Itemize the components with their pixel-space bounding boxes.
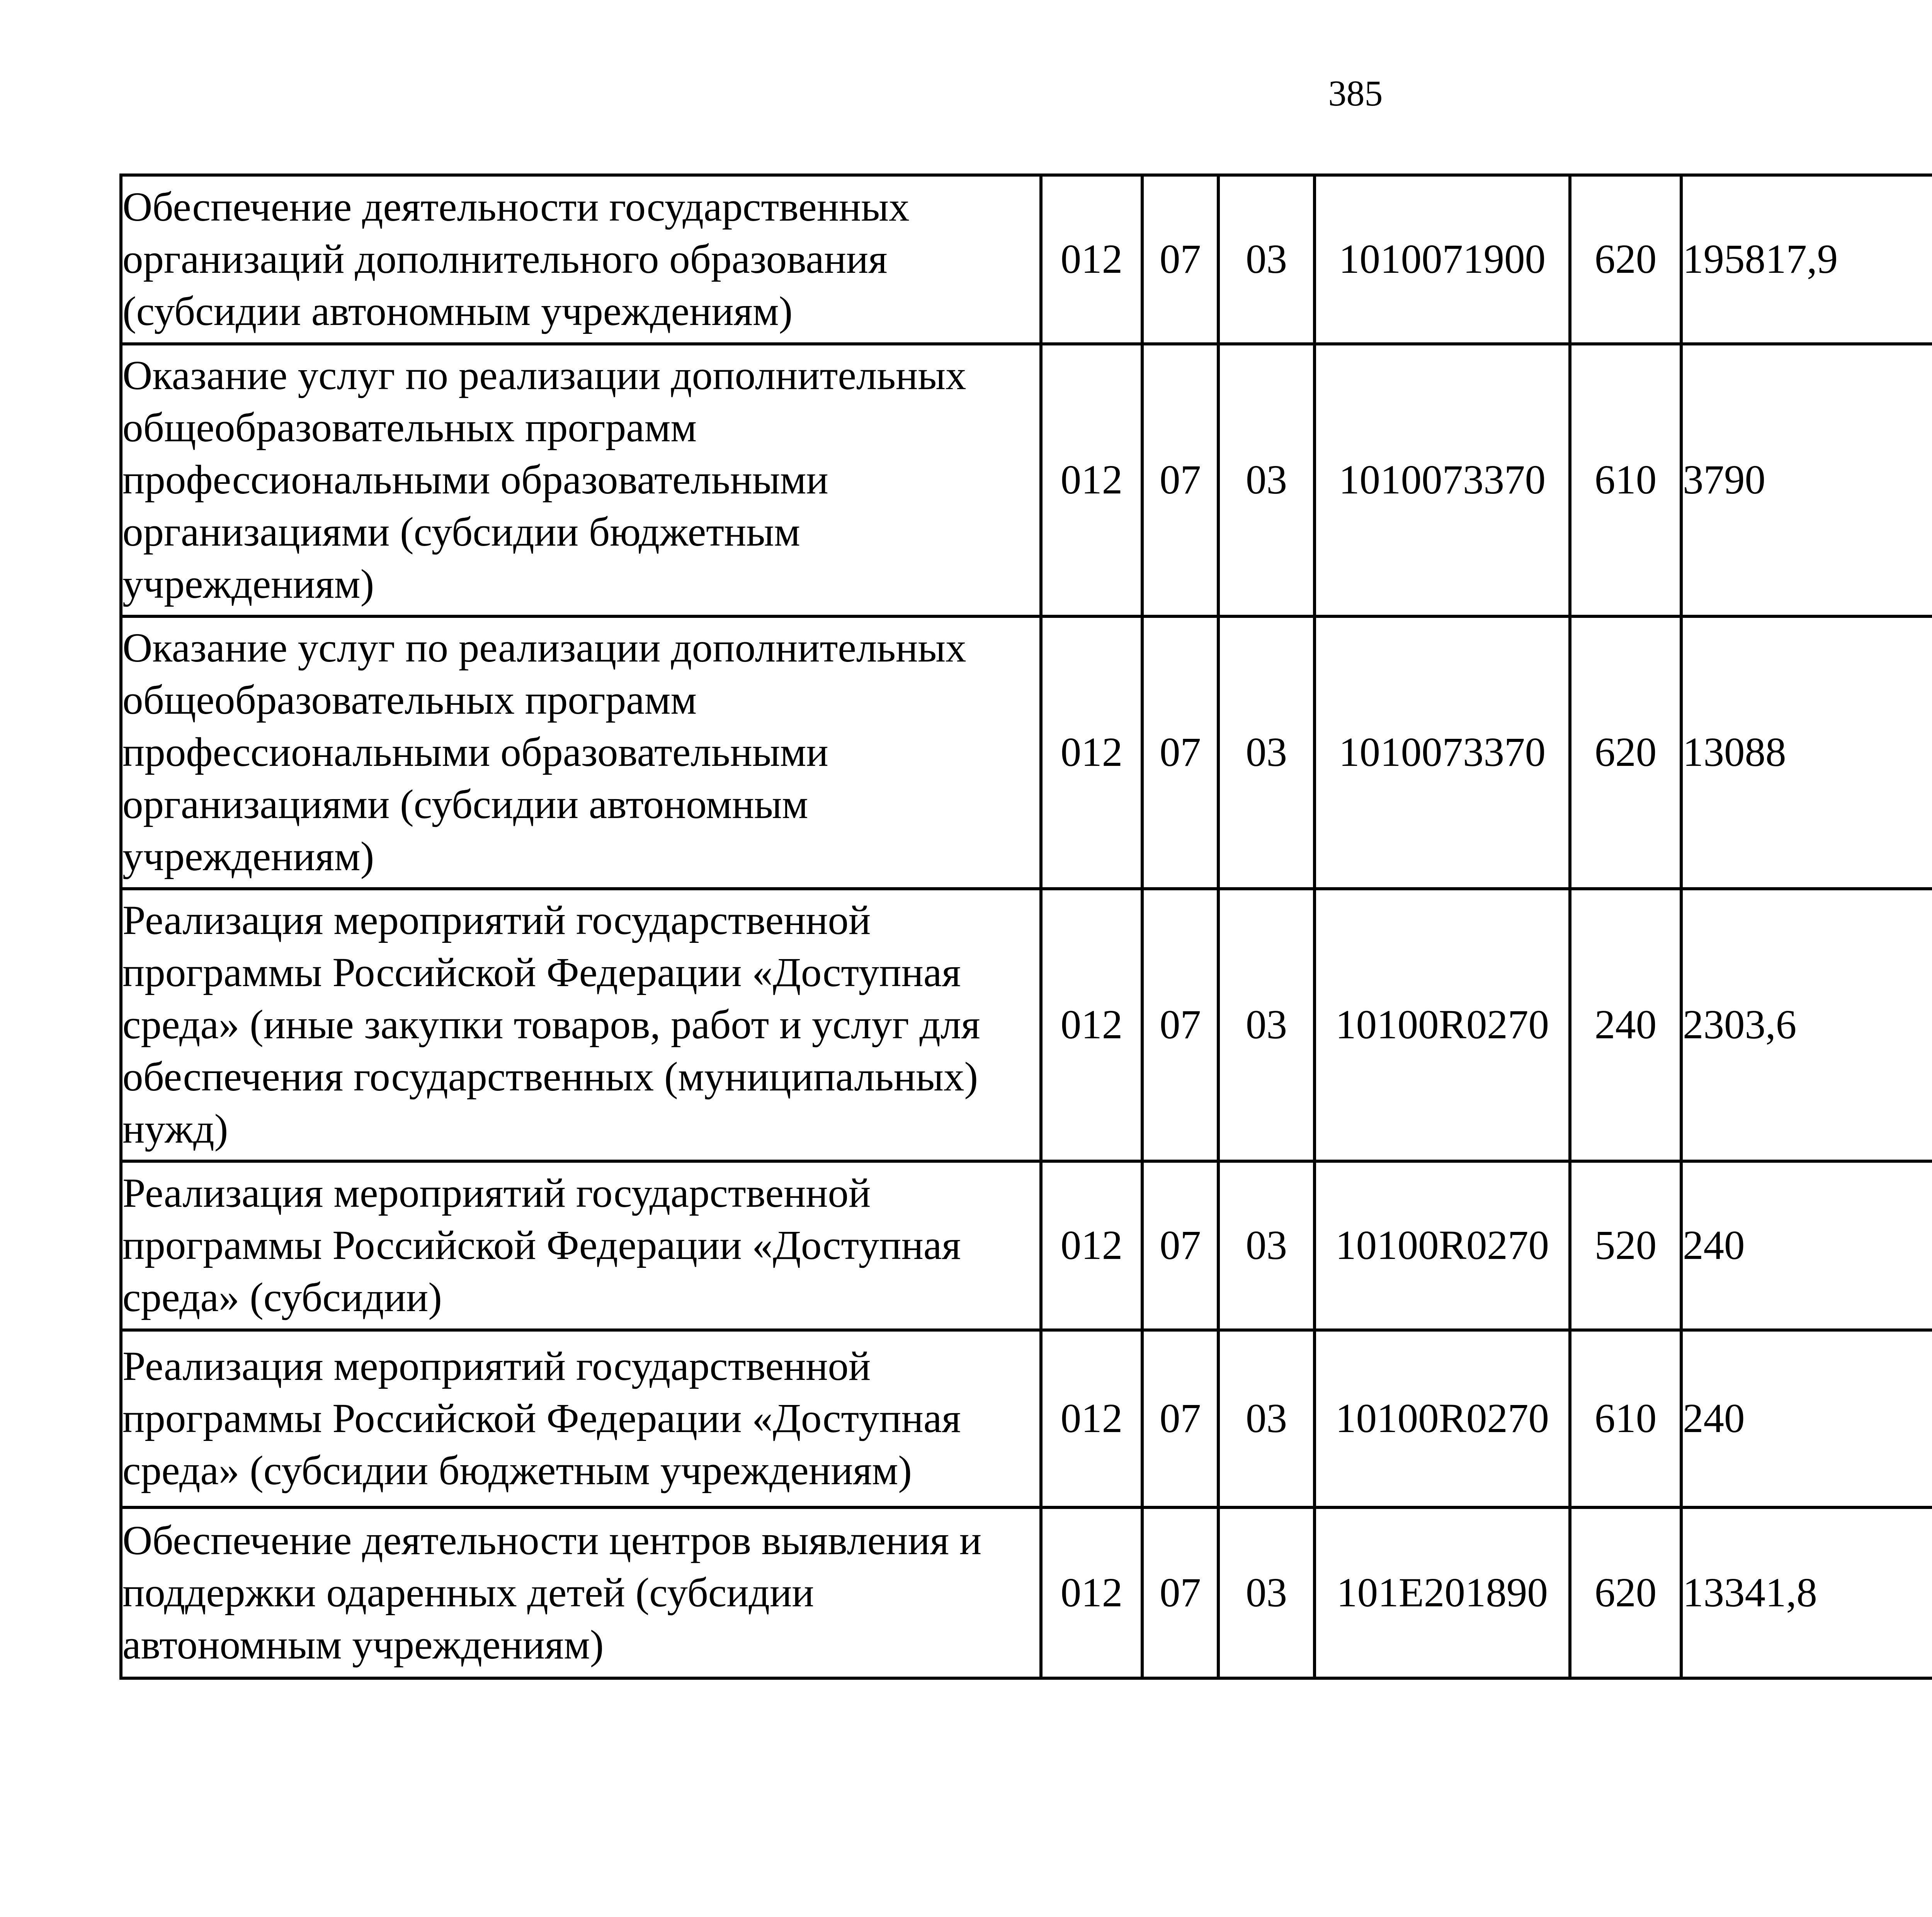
section-code: 07 xyxy=(1142,344,1218,616)
expense-type-code: 620 xyxy=(1570,1507,1681,1678)
item-name: Обеспечение деятельности центров выявления и поддержки одаренных детей (субсидии автономным учреждениям) xyxy=(121,1507,1041,1678)
subsection-code: 03 xyxy=(1218,1161,1315,1330)
amount-1: 195817,9 xyxy=(1681,175,1932,344)
table-row xyxy=(121,344,1932,616)
section-code: 07 xyxy=(1142,175,1218,344)
subsection-code: 03 xyxy=(1218,175,1315,344)
subsection-code: 03 xyxy=(1218,344,1315,616)
expense-type-code: 520 xyxy=(1570,1161,1681,1330)
subsection-code: 03 xyxy=(1218,616,1315,889)
page-number: 385 xyxy=(1328,73,1383,114)
amount-1: 240 xyxy=(1681,1330,1932,1507)
section-code: 07 xyxy=(1142,1330,1218,1507)
ministry-code: 012 xyxy=(1041,1507,1142,1678)
table-row xyxy=(121,1330,1932,1507)
item-name: Реализация мероприятий государственной программы Российской Федерации «Доступная среда» (субсидии бюджетным учреждениям) xyxy=(121,1330,1041,1507)
subsection-code: 03 xyxy=(1218,1507,1315,1678)
table-row xyxy=(121,1507,1932,1678)
section-code: 07 xyxy=(1142,616,1218,889)
target-article-code: 101E201890 xyxy=(1315,1507,1570,1678)
amount-1: 3790 xyxy=(1681,344,1932,616)
ministry-code: 012 xyxy=(1041,344,1142,616)
expense-type-code: 610 xyxy=(1570,344,1681,616)
item-name: Реализация мероприятий государственной программы Российской Федерации «Доступная среда» (субсидии) xyxy=(121,1161,1041,1330)
target-article-code: 1010073370 xyxy=(1315,616,1570,889)
table-row xyxy=(121,889,1932,1161)
table-row xyxy=(121,616,1932,889)
expense-type-code: 240 xyxy=(1570,889,1681,1161)
item-name: Оказание услуг по реализации дополнительных общеобразовательных программ профессиональными образовательными организациями (субсидии бюджетным учреждениям) xyxy=(121,344,1041,616)
ministry-code: 012 xyxy=(1041,175,1142,344)
expense-type-code: 620 xyxy=(1570,616,1681,889)
ministry-code: 012 xyxy=(1041,889,1142,1161)
item-name: Оказание услуг по реализации дополнительных общеобразовательных программ профессиональными образовательными организациями (субсидии автономным учреждениям) xyxy=(121,616,1041,889)
table-row xyxy=(121,175,1932,344)
subsection-code: 03 xyxy=(1218,1330,1315,1507)
expense-type-code: 610 xyxy=(1570,1330,1681,1507)
section-code: 07 xyxy=(1142,1507,1218,1678)
amount-1: 13088 xyxy=(1681,616,1932,889)
section-code: 07 xyxy=(1142,1161,1218,1330)
item-name: Обеспечение деятельности государственных организаций дополнительного образования (субсидии автономным учреждениям) xyxy=(121,175,1041,344)
item-name: Реализация мероприятий государственной программы Российской Федерации «Доступная среда» (иные закупки товаров, работ и услуг для обеспечения государственных (муниципальных) нужд) xyxy=(121,889,1041,1161)
budget-table xyxy=(119,173,1932,1680)
target-article-code: 10100R0270 xyxy=(1315,1161,1570,1330)
amount-1: 13341,8 xyxy=(1681,1507,1932,1678)
ministry-code: 012 xyxy=(1041,616,1142,889)
amount-1: 240 xyxy=(1681,1161,1932,1330)
target-article-code: 10100R0270 xyxy=(1315,889,1570,1161)
subsection-code: 03 xyxy=(1218,889,1315,1161)
target-article-code: 1010073370 xyxy=(1315,344,1570,616)
ministry-code: 012 xyxy=(1041,1330,1142,1507)
target-article-code: 10100R0270 xyxy=(1315,1330,1570,1507)
ministry-code: 012 xyxy=(1041,1161,1142,1330)
target-article-code: 1010071900 xyxy=(1315,175,1570,344)
amount-1: 2303,6 xyxy=(1681,889,1932,1161)
section-code: 07 xyxy=(1142,889,1218,1161)
table-row xyxy=(121,1161,1932,1330)
expense-type-code: 620 xyxy=(1570,175,1681,344)
